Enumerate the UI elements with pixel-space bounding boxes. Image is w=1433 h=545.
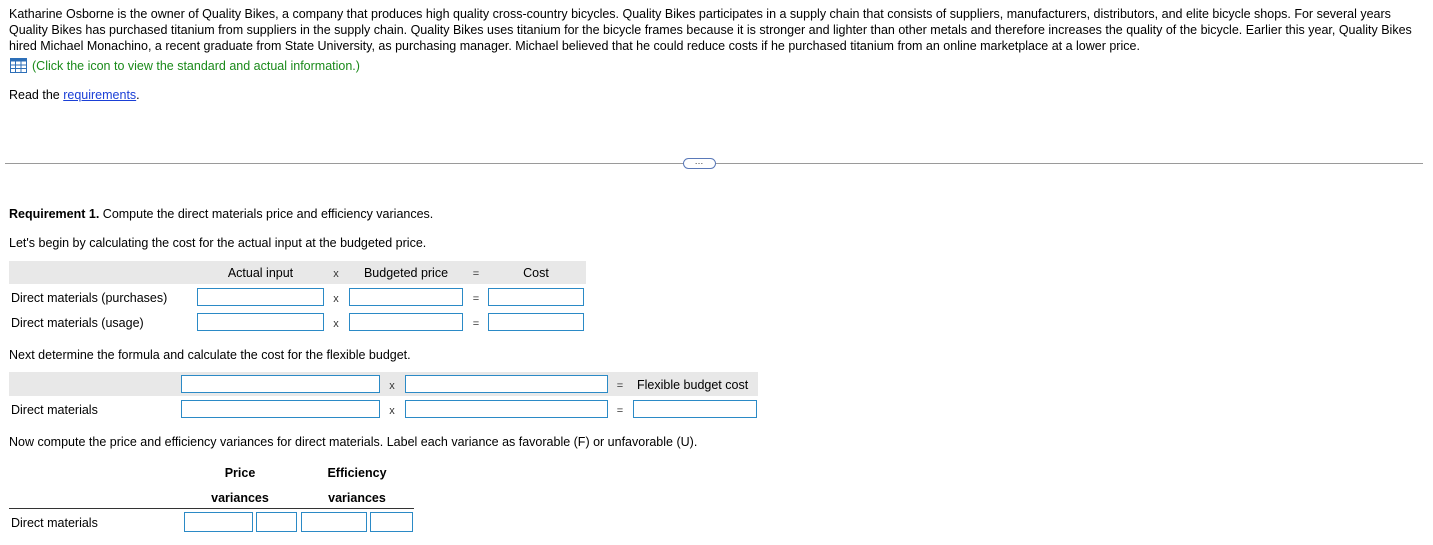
col-times-op: x — [333, 268, 339, 280]
price-variance-fu-field[interactable] — [256, 512, 297, 532]
efficiency-variance-header-line2: variances — [328, 491, 386, 505]
col-cost: Cost — [523, 266, 549, 280]
flex-header-field-2[interactable] — [405, 375, 608, 393]
step3-instruction: Now compute the price and efficiency variances for direct materials. Label each variance as favorable (F) or unfavorable (U). — [9, 435, 698, 449]
efficiency-variance-amount-field[interactable] — [301, 512, 367, 532]
flex-row-equals-op: = — [616, 405, 624, 417]
efficiency-variance-fu-field[interactable] — [370, 512, 413, 532]
info-link-row[interactable] — [10, 58, 360, 73]
efficiency-variance-header-line1: Efficiency — [327, 466, 387, 480]
usage-times-op: x — [333, 318, 339, 330]
problem-intro: Katharine Osborne is the owner of Quality Bikes, a company that produces high quality cross-country bicycles. Quality Bikes participates in a supply chain that consists of suppliers, manufacturers, distributors, and elite bicycle shops. For several years Quality Bikes has purchased titanium from suppliers in the supply chain. Quality Bikes uses titanium for the bicycle frames because it is stronger and lighter than other metals and therefore increases the quality of the bicycle. Earlier this year, Quality Bikes hired Michael Monachino, a recent graduate from State University, as purchasing manager. Michael believed that he could reduce costs if he purchased titanium from an online marketplace at a lower price. — [9, 7, 1412, 53]
purchases-equals-op: = — [472, 293, 480, 305]
usage-actual-input-field[interactable] — [197, 313, 324, 331]
requirement-label: Requirement 1. — [9, 207, 100, 221]
requirement-text: Compute the direct materials price and efficiency variances. — [99, 207, 434, 221]
variance-row-label: Direct materials — [11, 516, 98, 530]
flex-header-field-1[interactable] — [181, 375, 380, 393]
step1-instruction: Let's begin by calculating the cost for the actual input at the budgeted price. — [9, 236, 427, 250]
usage-equals-op: = — [472, 318, 480, 330]
purchases-actual-input-field[interactable] — [197, 288, 324, 306]
flex-row-result-field[interactable] — [633, 400, 757, 418]
spreadsheet-grid-icon[interactable] — [10, 58, 27, 73]
variance-header-rule — [9, 508, 414, 509]
col-equals-op: = — [472, 268, 480, 280]
flex-row-label: Direct materials — [11, 403, 98, 417]
flex-header-times-op: x — [389, 380, 395, 392]
read-suffix: . — [136, 88, 140, 102]
price-variance-header-line1: Price — [224, 466, 256, 480]
info-link-text[interactable]: (Click the icon to view the standard and actual information.) — [32, 58, 360, 73]
flex-header-equals-op: = — [616, 380, 624, 392]
price-variance-header-line2: variances — [211, 491, 269, 505]
flex-row-field-1[interactable] — [181, 400, 380, 418]
step2-instruction: Next determine the formula and calculate the cost for the flexible budget. — [9, 348, 411, 362]
purchases-times-op: x — [333, 293, 339, 305]
purchases-budgeted-price-field[interactable] — [349, 288, 463, 306]
col-budgeted-price: Budgeted price — [363, 266, 449, 280]
usage-budgeted-price-field[interactable] — [349, 313, 463, 331]
price-variance-amount-field[interactable] — [184, 512, 253, 532]
col-actual-input: Actual input — [227, 266, 294, 280]
row-label-purchases: Direct materials (purchases) — [11, 291, 168, 305]
requirement-heading — [9, 207, 433, 221]
row-label-usage: Direct materials (usage) — [11, 316, 144, 330]
flex-row-field-2[interactable] — [405, 400, 608, 418]
usage-cost-field[interactable] — [488, 313, 584, 331]
requirements-link[interactable]: requirements — [63, 88, 137, 102]
read-requirements — [9, 88, 140, 102]
expand-more-button[interactable]: … — [683, 158, 716, 169]
flex-row-times-op: x — [389, 405, 395, 417]
flexible-budget-cost-header: Flexible budget cost — [637, 378, 749, 392]
read-prefix: Read the — [9, 88, 64, 102]
purchases-cost-field[interactable] — [488, 288, 584, 306]
